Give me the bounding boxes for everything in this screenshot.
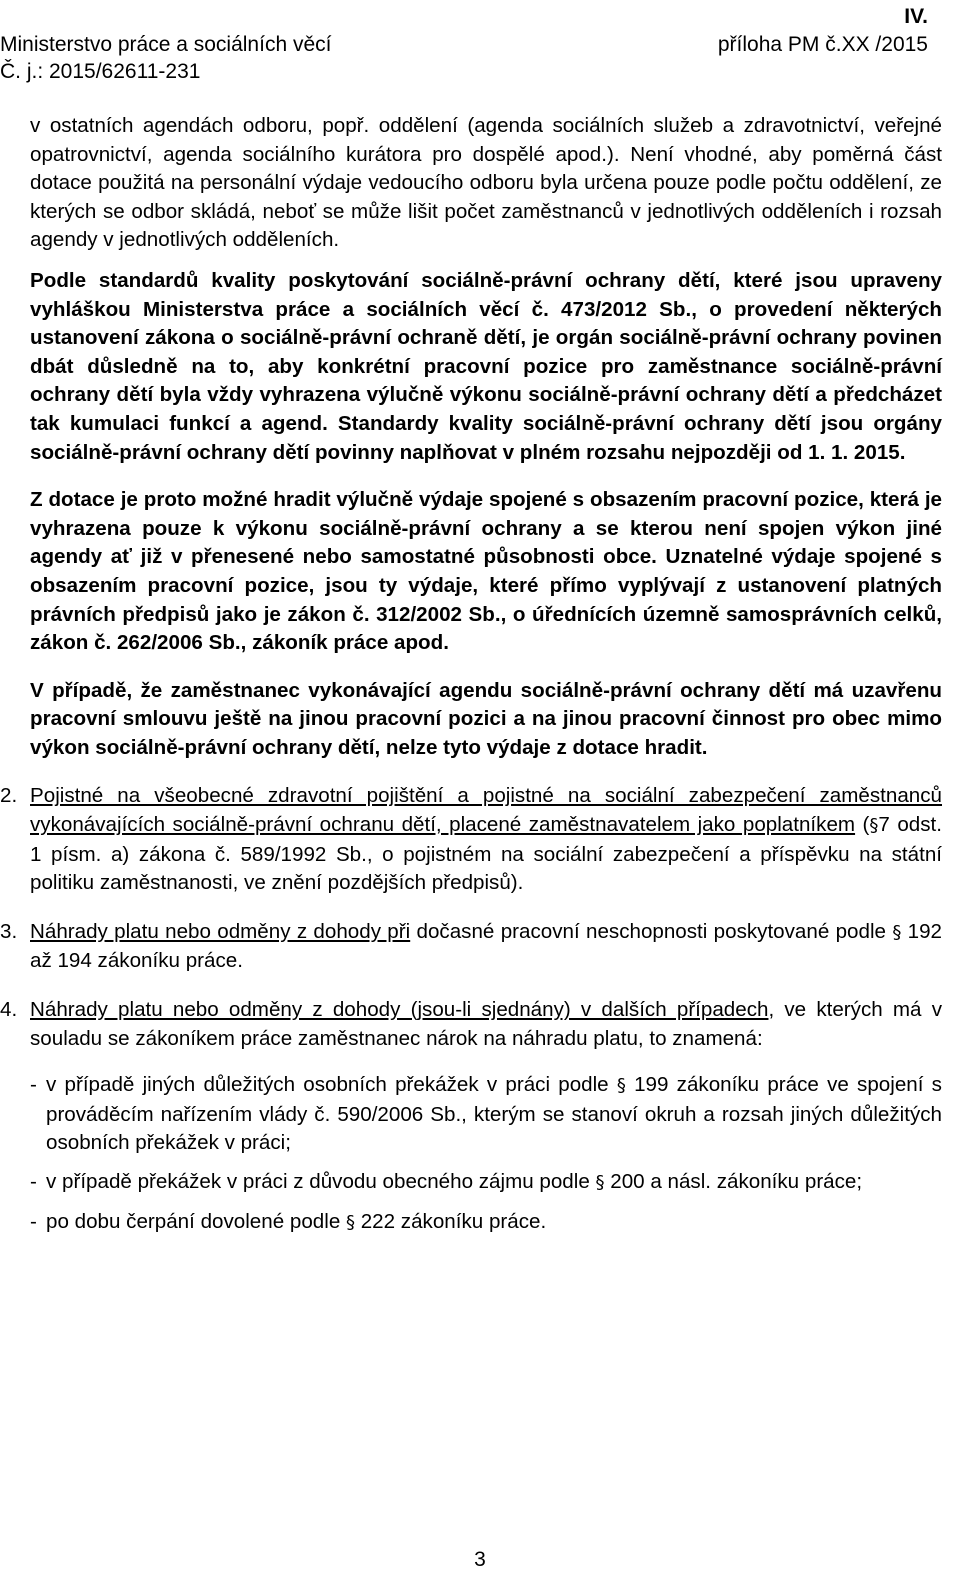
standards-text-c: , je orgán sociálně-právní ochrany povinen dbát důsledně na to, aby konkrétní pracovní pozice pro zaměstnance sociálně-právní ochrany dětí byla vždy vyhrazena výlučně výkonu sociálně-právní ochrany dětí a předcházet tak kumulaci funkcí a agend. Standardy kvality sociálně-právní ochrany dětí jsou orgány sociálně-právní ochrany dětí povinny naplňovat v plném rozsahu nejpozději od 1. 1. 2015. [30,326,943,464]
item-number: 2. [0,784,18,808]
eligible-text-a: Z dotace je proto možné hradit výlučně výdaje spojené s obsazením pracovní pozice, která je vyhrazena pouze k výkonu sociálně-právní ochrany a se kterou není spojen výkon jiné agendy ať již v přenesené nebo samostatné působnosti obce. Uznatelné výdaje spojené s obsazením pracovní pozice, jsou ty výdaje, které přímo vyplývají z ustanovení platných právních předpisů jako je zákon č. 312/2002 Sb. [30,488,942,626]
paragraph-standards [30,267,942,467]
dash-list-item [30,1208,942,1238]
dash-text-a: v případě překážek v práci z důvodu obecného zájmu podle [46,1170,596,1193]
dash-marker: - [30,1073,37,1097]
standards-text-b: , o provedení některých ustanovení zákona o sociálně-právní ochraně dětí [30,297,943,350]
page-header [0,0,960,90]
dash-text-b: 222 zákoníku práce. [355,1209,547,1233]
ministry-name: Ministerstvo práce a sociálních věcí [0,33,332,56]
standards-text-a: Podle standardů kvality poskytování sociálně-právní ochrany dětí, které jsou upraveny vyhláškou Ministerstva práce a sociálních věcí č. 473/2012 Sb. [30,268,942,321]
paragraph-other-contract: V případě, že zaměstnanec vykonávající agendu sociálně-právní ochrany dětí má uzavřenu pracovní smlouvu ještě na jinou pracovní pozici a na jinou pracovní činnost pro obec mimo výkon sociálně-právní ochrany dětí, nelze tyto výdaje z dotace hradit. [30,678,942,759]
dash-text-a: v případě jiných důležitých osobních překážek v práci podle [46,1073,617,1097]
item-text: , ve kterých má v souladu se zákoníkem práce zaměstnanec nárok na náhradu platu, to znamená: [30,998,943,1050]
paragraph-agendas: v ostatních agendách odboru, popř. oddělení (agenda sociálních služeb a zdravotnictví, veřejné opatrovnictví, agenda sociálního kurátora pro dospělé apod.). Není vhodné, aby poměrná část dotace použitá na personální výdaje vedoucího odboru byla určena pouze podle počtu oddělení, ze kterých se odbor skládá, neboť se může lišit počet zaměstnanců v jednotlivých odděleních i rozsah agendy v jednotlivých odděleních. [30,114,942,252]
list-item-insurance [0,782,942,897]
section-sign-icon: § [346,1211,355,1233]
dash-text-b: 199 zákoníku práce ve spojení s prováděcím nařízením vlády č. 590/2006 Sb., kterým se stanoví okruh a rozsah jiných důležitých osobních překážek v práci; [46,1073,942,1155]
dash-marker: - [30,1209,37,1233]
eligible-text-c: , zákoník práce apod. [240,631,449,655]
section-sign-icon: § [892,921,902,943]
item-underlined-text: Pojistné na všeobecné zdravotní pojištění a pojistné na sociální zabezpečení zaměstnanců vykonávajících sociálně-právní ochranu dětí, placené zaměstnavatelem jako poplatníkem [30,784,942,837]
item-text-b: 192 až 194 zákoníku práce. [30,919,942,973]
list-item-other-compensation [0,996,943,1053]
dash-list-item [30,1071,942,1158]
section-sign-icon: § [869,815,879,837]
list-item-sick-pay [0,918,942,976]
item-text-c: , o pojistném na sociální zabezpečení a příspěvku na státní politiku zaměstnanosti, ve znění pozdějších předpisů). [30,842,942,895]
annex-roman-numeral: IV. [904,5,928,28]
paragraph-eligible-costs [30,486,942,658]
document-body [0,112,943,1237]
item-underlined-text: Náhrady platu nebo odměny z dohody při [30,919,411,943]
dash-text-a: po dobu čerpání dovolené podle [46,1209,346,1233]
item-text-b: 7 odst. 1 písm. a) zákona č. 589/1992 Sb. [30,813,942,866]
item-text-a: dočasné pracovní neschopnosti poskytované podle [410,919,893,943]
eligible-text-b: , o úřednících územně samosprávních celků, zákon č. 262/2006 Sb. [30,602,943,655]
item-number: 3. [0,919,18,943]
dash-list-item [30,1168,942,1198]
reference-number: Č. j.: 2015/62611-231 [0,60,201,83]
item-number: 4. [0,998,18,1022]
section-sign-icon: § [616,1075,626,1097]
item-text-a: ( [855,813,870,837]
item-underlined-text: Náhrady platu nebo odměny z dohody (jsou-li sjednány) v dalších případech [30,998,769,1022]
dash-text-b: 200 a násl. zákoníku práce; [604,1170,863,1193]
annex-label: příloha PM č.XX /2015 [717,33,928,56]
section-sign-icon: § [595,1172,605,1193]
dash-marker: - [30,1170,37,1193]
page-number: 3 [474,1548,486,1571]
